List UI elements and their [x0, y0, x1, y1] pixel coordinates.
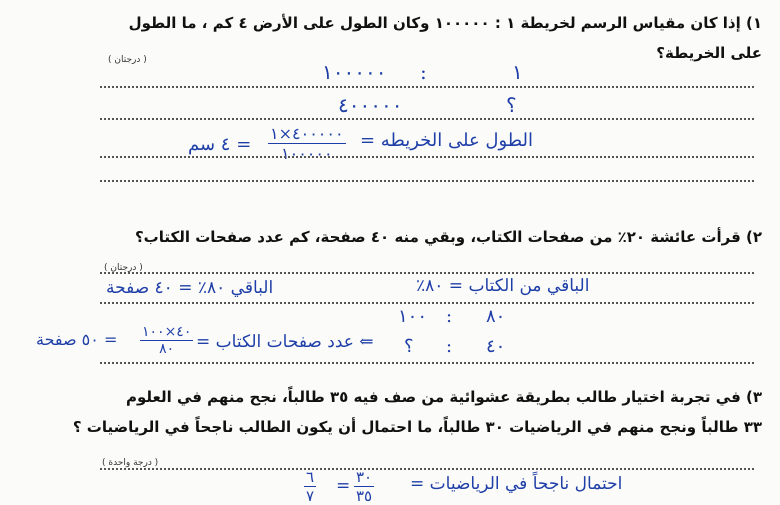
q1-ratio-row1-left: ١٠٠٠٠٠	[322, 60, 387, 84]
q1-ratio-row2-right: ؟	[506, 93, 517, 117]
q2-ratio-row2-left: ؟	[404, 336, 414, 357]
answer-line	[100, 302, 754, 304]
q2-ratio-row2-right: ٤٠	[486, 336, 506, 357]
answer-line	[100, 468, 754, 470]
q1-answer-result: = ٤ سم	[188, 134, 252, 155]
q2-ratio-row1-right: ٨٠	[486, 306, 506, 327]
q1-answer-label: الطول على الخريطه =	[360, 130, 534, 151]
q2-ratio-row1-left: ١٠٠	[398, 306, 428, 327]
q2-answer-remaining-percent: الباقي من الكتاب = ٨٠٪	[416, 276, 590, 296]
q2-answer-fraction	[140, 324, 193, 357]
question-3-marks: ( درجة واحدة )	[102, 458, 159, 468]
q3-answer-fraction	[354, 468, 374, 505]
q2-ratio-row2-colon: :	[446, 336, 453, 357]
q1-ratio-row1-colon: :	[420, 60, 427, 84]
question-2-line-1: ٢) قرأت عائشة ٢٠٪ من صفحات الكتاب، وبقي منه ٤٠ صفحة، كم عدد صفحات الكتاب؟	[134, 228, 762, 246]
question-1-line-1: ١) إذا كان مقياس الرسم لخريطة ١ : ١٠٠٠٠٠ وكان الطول على الأرض ٤ كم ، ما الطول	[128, 14, 762, 32]
q1-ratio-row1-right: ١	[512, 60, 523, 84]
answer-line	[100, 272, 754, 274]
q1-fraction-denominator: ١٠٠٠٠٠	[281, 144, 333, 163]
question-2-marks: ( درجتان )	[104, 263, 143, 273]
question-3-line-2: ٣٣ طالباً ونجح منهم في الرياضيات ٣٠ طالباً، ما احتمال أن يكون الطالب ناجحاً في الرياضيات ؟	[72, 418, 762, 436]
answer-line	[100, 362, 754, 364]
q1-fraction-numerator: ٤٠٠٠٠٠×١	[270, 124, 344, 143]
q2-answer-label: ⇐ عدد صفحات الكتاب =	[196, 332, 374, 352]
q3-answer-label: احتمال ناجحاً في الرياضيات =	[410, 474, 623, 494]
q2-fraction-denominator: ٨٠	[159, 341, 175, 357]
q3-result-numerator: ٦	[306, 468, 315, 486]
q2-ratio-row1-colon: :	[446, 306, 453, 327]
q3-equals-sign: =	[336, 476, 351, 496]
q2-fraction-numerator: ٤٠×١٠٠	[142, 324, 192, 340]
q3-fraction-numerator: ٣٠	[356, 468, 373, 486]
q1-ratio-row2-left: ٤٠٠٠٠٠	[338, 93, 403, 117]
question-3-line-1: ٣) في تجربة اختيار طالب بطريقة عشوائية من صف فيه ٣٥ طالباً، نجح منهم في العلوم	[125, 388, 762, 406]
q3-result-fraction	[304, 468, 316, 505]
answer-line	[100, 86, 754, 88]
answer-line	[100, 156, 754, 158]
question-1-line-2: على الخريطة؟	[656, 44, 762, 62]
answer-line	[100, 180, 754, 182]
q3-result-denominator: ٧	[306, 487, 315, 505]
answer-line	[100, 118, 754, 120]
question-1-marks: ( درجتان )	[108, 55, 147, 65]
q2-answer-remaining-pages: الباقي ٨٠٪ = ٤٠ صفحة	[106, 278, 274, 298]
q3-fraction-denominator: ٣٥	[356, 487, 373, 505]
q2-answer-result: = ٥٠ صفحة	[36, 330, 118, 349]
